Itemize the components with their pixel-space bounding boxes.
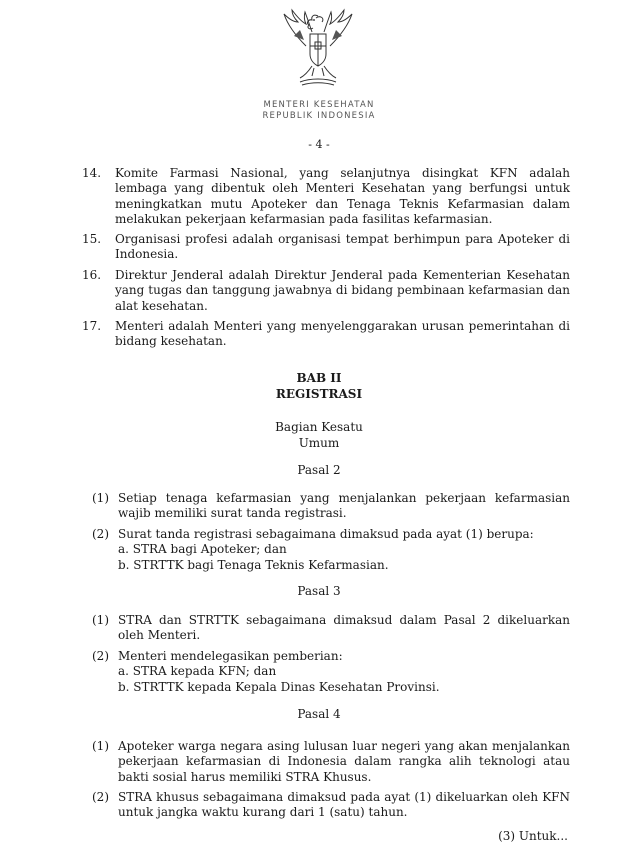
ayat-text: STRA dan STRTTK sebagaimana dimaksud dalam Pasal 2 dikeluarkan oleh Menteri. (118, 613, 570, 643)
definition-number: 14. (82, 166, 102, 180)
ayat-point-a: a. STRA bagi Apoteker; dan (118, 542, 287, 557)
definition-text: Komite Farmasi Nasional, yang selanjutnya disingkat KFN adalah lembaga yang dibentuk oleh Menteri Kesehatan yang berfungsi untuk meningkatkan mutu Apoteker dan Tenaga Teknis Kefarmasian dalam melakukan pekerjaan kefarmasian pada fasilitas kefarmasian. (115, 166, 570, 227)
pasal-4-title: Pasal 4 (297, 707, 341, 721)
definition-number: 16. (82, 268, 102, 282)
ayat-number: (2) (92, 649, 109, 663)
definition-14 (82, 166, 570, 228)
ayat-text: Menteri mendelegasikan pemberian: (118, 649, 343, 663)
ayat-number: (1) (92, 739, 109, 753)
ayat-text: STRA khusus sebagaimana dimaksud pada ayat (1) dikeluarkan oleh KFN untuk jangka waktu kurang dari 1 (satu) tahun. (118, 790, 570, 820)
part-heading: Bagian Kesatu (275, 420, 363, 434)
header-ministry: MENTERI KESEHATAN (263, 100, 375, 110)
pasal-4-ayat-1 (92, 739, 570, 785)
ayat-text: Surat tanda registrasi sebagaimana dimaksud pada ayat (1) berupa: (118, 527, 534, 541)
garuda-emblem-icon (270, 6, 366, 94)
pasal-2-ayat-1 (92, 491, 570, 522)
definition-number: 15. (82, 232, 102, 246)
definition-15 (82, 232, 570, 263)
pasal-2-title: Pasal 2 (297, 463, 341, 477)
pasal-4-ayat-2 (92, 790, 570, 821)
ayat-point-b: b. STRTTK bagi Tenaga Teknis Kefarmasian. (118, 557, 389, 572)
ayat-point-a: a. STRA kepada KFN; dan (118, 664, 277, 679)
ayat-number: (1) (92, 613, 109, 627)
pasal-3-ayat-2 (92, 649, 570, 695)
definition-text: Direktur Jenderal adalah Direktur Jenderal pada Kementerian Kesehatan yang tugas dan tanggung jawabnya di bidang pembinaan kefarmasian dan alat kesehatan. (115, 268, 570, 313)
pasal-3-ayat-1 (92, 613, 570, 644)
definition-16 (82, 268, 570, 314)
part-title: Umum (298, 436, 340, 450)
header-country: REPUBLIK INDONESIA (262, 111, 376, 121)
ayat-text: Apoteker warga negara asing lulusan luar negeri yang akan menjalankan pekerjaan kefarmasian di Indonesia dalam rangka alih teknologi atau bakti sosial harus memiliki STRA Khusus. (118, 739, 570, 784)
page-continuation: (3) Untuk... (498, 829, 568, 843)
definition-17 (82, 319, 570, 350)
ayat-number: (2) (92, 527, 109, 541)
pasal-2-ayat-2 (92, 527, 570, 573)
ayat-text: Setiap tenaga kefarmasian yang menjalankan pekerjaan kefarmasian wajib memiliki surat tanda registrasi. (118, 491, 570, 521)
ayat-number: (2) (92, 790, 109, 804)
ayat-point-b: b. STRTTK kepada Kepala Dinas Kesehatan Provinsi. (118, 679, 440, 694)
chapter-title: REGISTRASI (275, 387, 363, 401)
chapter-number: BAB II (296, 371, 342, 385)
definition-number: 17. (82, 319, 102, 333)
ayat-number: (1) (92, 491, 109, 505)
pasal-3-title: Pasal 3 (297, 584, 341, 598)
page-number: - 4 - (308, 138, 330, 151)
definition-text: Menteri adalah Menteri yang menyelenggarakan urusan pemerintahan di bidang kesehatan. (115, 319, 570, 349)
definition-text: Organisasi profesi adalah organisasi tempat berhimpun para Apoteker di Indonesia. (115, 232, 570, 262)
